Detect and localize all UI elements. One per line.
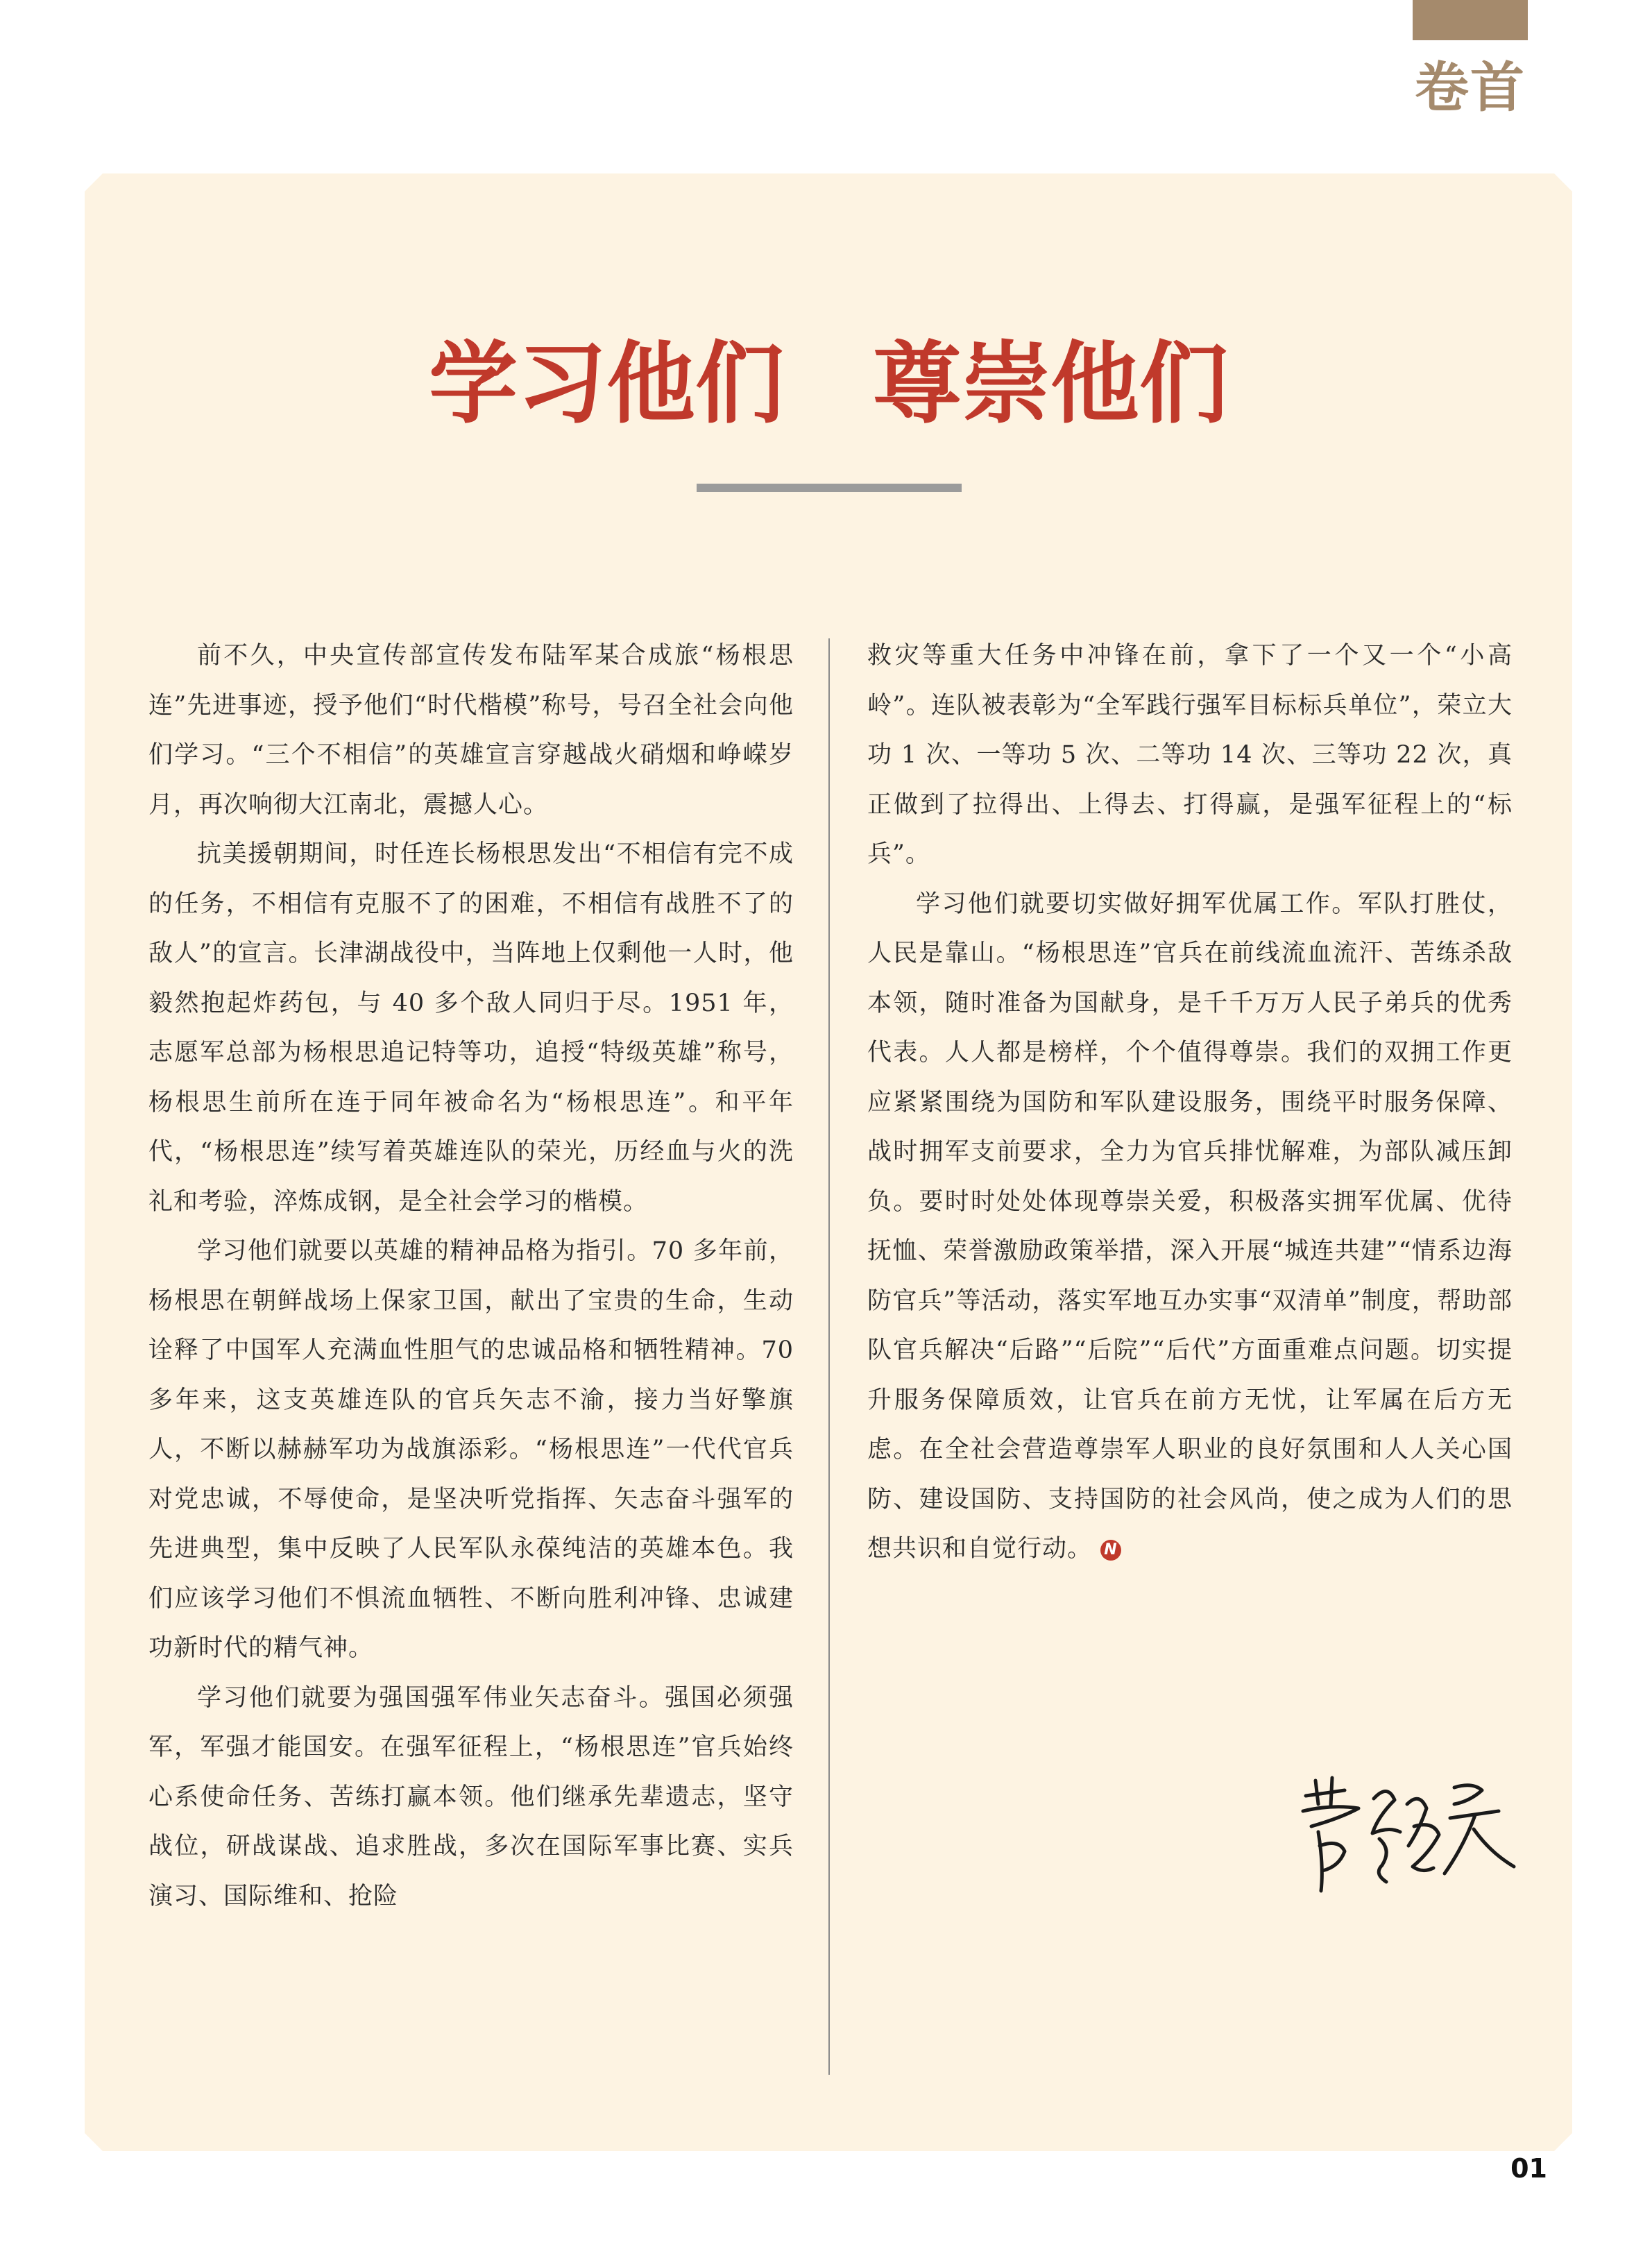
handwritten-signature-icon [1291,1763,1519,1901]
page-number: 01 [1510,2153,1547,2184]
article-paragraph: 学习他们就要以英雄的精神品格为指引。70 多年前，杨根思在朝鲜战场上保家卫国，献出了宝贵的生命，生动诠释了中国军人充满血性胆气的忠诚品格和牺牲精神。70 多年来，这支英雄连队的官兵矢志不渝，接力当好擎旗人，不断以赫赫军功为战旗添彩。“杨根思连”一代代官兵对党忠诚，不辱使命，是坚决听党指挥、矢志奋斗强军的先进典型，集中反映了人民军队永葆纯洁的英雄本色。我们应该学习他们不惧流血牺牲、不断向胜利冲锋、忠诚建功新时代的精气神。 [148,1237,794,1662]
article-title: 学习他们 尊崇他们 [428,332,1228,436]
article-paragraph: 前不久，中央宣传部宣传发布陆军某合成旅“杨根思连”先进事迹，授予他们“时代楷模”称号，号召全社会向他们学习。“三个不相信”的英雄宣言穿越战火硝烟和峥嵘岁月，再次响彻大江南北，震撼人心。 [148,642,794,819]
title-divider [697,484,962,492]
section-label: 卷首 [1414,57,1526,119]
article-paragraph: 救灾等重大任务中冲锋在前，拿下了一个又一个“小高岭”。连队被表彰为“全军践行强军目标标兵单位”，荣立大功 1 次、一等功 5 次、二等功 14 次、三等功 22 次，真正做到了拉得出、上得去、打得赢，是强军征程上的“标兵”。 [867,642,1513,868]
end-mark-icon: N [1100,1540,1121,1561]
article-column-right [867,631,1513,1574]
article-paragraph: 抗美援朝期间，时任连长杨根思发出“不相信有完不成的任务，不相信有克服不了的困难，不相信有战胜不了的敌人”的宣言。长津湖战役中，当阵地上仅剩他一人时，他毅然抱起炸药包，与 40 多个敌人同归于尽。1951 年，志愿军总部为杨根思追记特等功，追授“特级英雄”称号，杨根思生前所在连于同年被命名为“杨根思连”。和平年代，“杨根思连”续写着英雄连队的荣光，历经血与火的洗礼和考验，淬炼成钢，是全社会学习的楷模。 [148,840,794,1216]
article-paragraph: 学习他们就要为强国强军伟业矢志奋斗。强国必须强军，军强才能国安。在强军征程上，“杨根思连”官兵始终心系使命任务、苦练打赢本领。他们继承先辈遗志，坚守战位，研战谋战、追求胜战，多次在国际军事比赛、实兵演习、国际维和、抢险 [148,1683,794,1910]
section-tab [1413,0,1528,40]
article-column-left [148,631,794,1921]
column-divider [828,638,830,2075]
article-paragraph-last [867,880,1513,1574]
article-paragraph-text: 学习他们就要切实做好拥军优属工作。军队打胜仗，人民是靠山。“杨根思连”官兵在前线流血流汗、苦练杀敌本领，随时准备为国献身，是千千万万人民子弟兵的优秀代表。人人都是榜样，个个值得尊崇。我们的双拥工作更应紧紧围绕为国防和军队建设服务，围绕平时服务保障、战时拥军支前要求，全力为官兵排忧解难，为部队减压卸负。要时时处处体现尊崇关爱，积极落实拥军优属、优待抚恤、荣誉激励政策举措，深入开展“城连共建”“情系边海防官兵”等活动，落实军地互办实事“双清单”制度，帮助部队官兵解决“后路”“后院”“后代”方面重难点问题。切实提升服务保障质效，让官兵在前方无忧，让军属在后方无虑。在全社会营造尊崇军人职业的良好氛围和人人关心国防、建设国防、支持国防的社会风尚，使之成为人们的思想共识和自觉行动。 [867,890,1513,1563]
